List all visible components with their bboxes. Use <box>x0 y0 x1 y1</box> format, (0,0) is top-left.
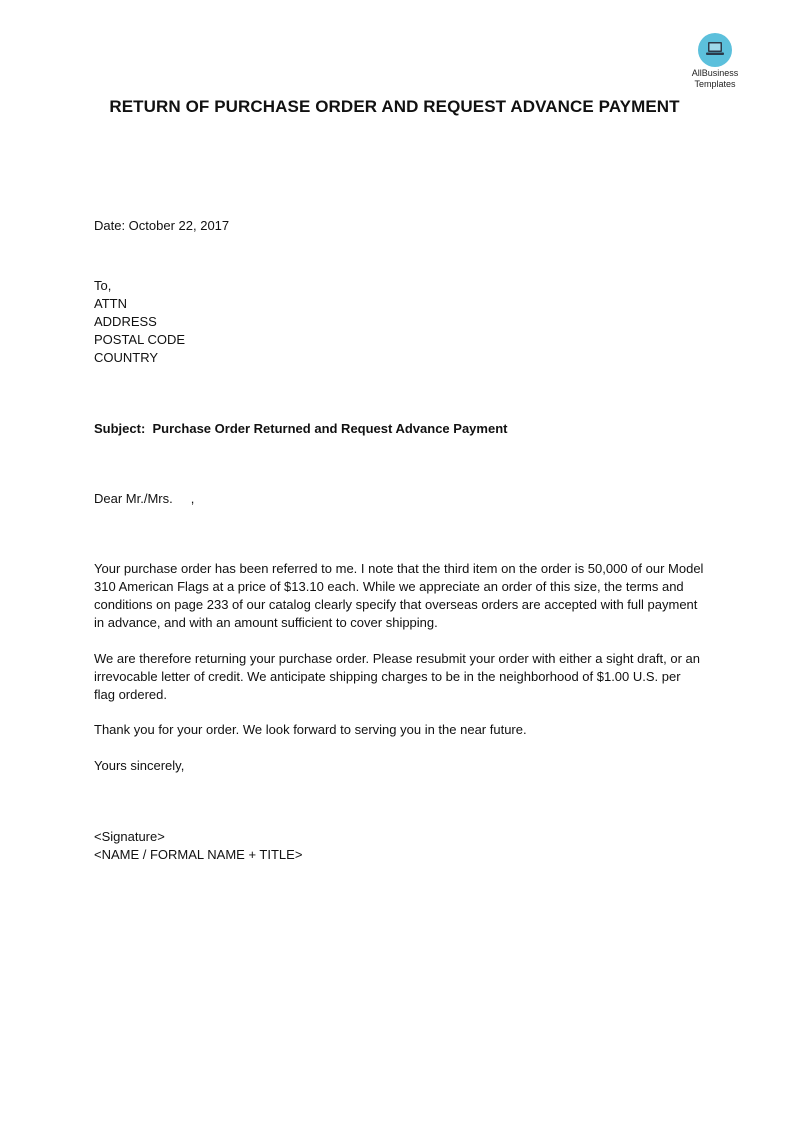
body-paragraph-2: We are therefore returning your purchase order. Please resubmit your order with either a sight draft, or an irrevocable letter of credit. We anticipate shipping charges to be in the neighborhood of $1.00 U.S. per flag ordered. <box>94 651 701 702</box>
brand-logo <box>685 33 745 89</box>
document-title: RETURN OF PURCHASE ORDER AND REQUEST ADVANCE PAYMENT <box>109 97 680 116</box>
logo-text-line2: Templates <box>694 79 736 89</box>
letter-closing: Yours sincerely, <box>94 758 185 773</box>
address-country: COUNTRY <box>94 350 159 365</box>
signature-placeholder: <Signature> <box>94 829 165 844</box>
laptop-icon <box>705 41 725 57</box>
logo-circle <box>698 33 732 67</box>
letter-date: Date: October 22, 2017 <box>94 218 230 233</box>
address-postal-code: POSTAL CODE <box>94 332 186 347</box>
address-to: To, <box>94 278 112 293</box>
address-attn: ATTN <box>94 296 127 311</box>
body-paragraph-3: Thank you for your order. We look forward to serving you in the near future. <box>94 722 527 737</box>
name-title-placeholder: <NAME / FORMAL NAME + TITLE> <box>94 847 303 862</box>
address-line: ADDRESS <box>94 314 157 329</box>
letter-salutation: Dear Mr./Mrs. , <box>94 491 195 506</box>
body-paragraph-1: Your purchase order has been referred to me. I note that the third item on the order is 50,000 of our Model 310 American Flags at a price of $13.10 each. While we appreciate an order of this size, the terms and conditions on page 233 of our catalog clearly specify that overseas orders are accepted with full payment in advance, and with an amount sufficient to cover shipping. <box>94 561 704 630</box>
letter-subject: Subject: Purchase Order Returned and Request Advance Payment <box>94 421 508 436</box>
logo-text-line1: AllBusiness <box>691 68 739 78</box>
